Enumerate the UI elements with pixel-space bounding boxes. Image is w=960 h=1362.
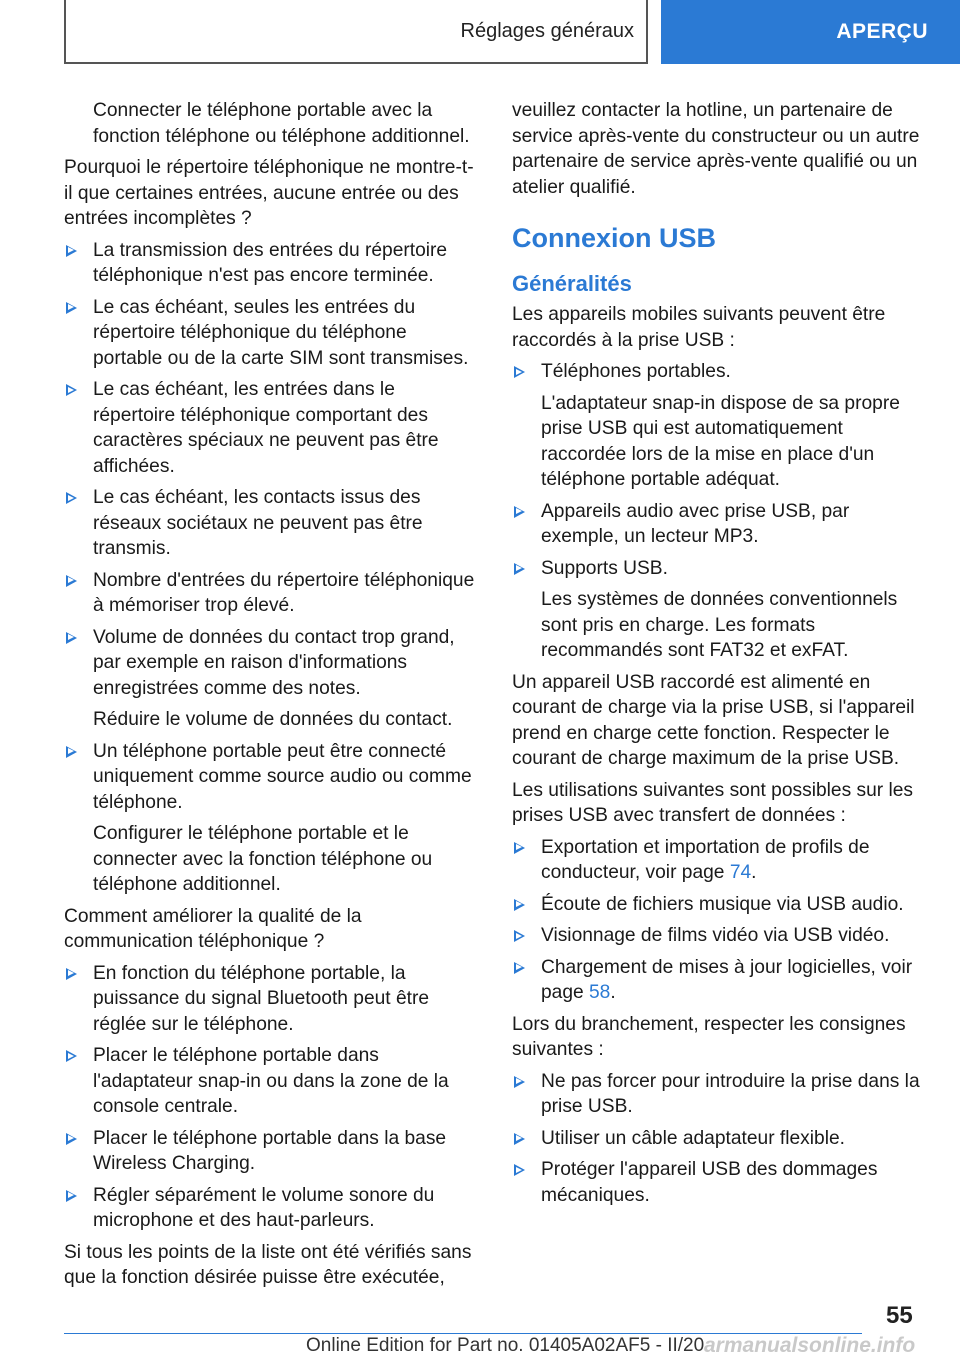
right-column bbox=[512, 98, 928, 1214]
list-item bbox=[64, 377, 480, 479]
list-item-text: Supports USB. bbox=[541, 557, 668, 579]
section-heading: Connexion USB bbox=[512, 223, 717, 253]
list-item-text: Protéger l'appareil USB des dommages mécaniques. bbox=[541, 1159, 878, 1206]
paragraph: Lors du branchement, respecter les consignes suivantes : bbox=[512, 1013, 906, 1060]
list-item-text: Le cas échéant, les contacts issus des réseaux sociétaux ne peuvent pas être transmis. bbox=[93, 487, 423, 559]
list-item bbox=[64, 1183, 480, 1234]
list-item bbox=[512, 955, 928, 1006]
question: Pourquoi le répertoire téléphonique ne montre-t-il que certaines entrées, aucune entrée ou des entrées incomplètes ? bbox=[64, 157, 474, 229]
list-item-note: L'adaptateur snap-in dispose de sa propre prise USB qui est automatiquement raccordée lors de la mise en place d'un téléphone portable adéquat. bbox=[541, 392, 900, 490]
bullet-triangle-icon bbox=[66, 632, 77, 644]
list-item-note: Les systèmes de données conventionnels sont pris en charge. Les formats recommandés sont FAT32 et exFAT. bbox=[541, 589, 898, 661]
header-tab-apercu[interactable] bbox=[661, 0, 960, 64]
bullet-triangle-icon bbox=[66, 968, 77, 980]
list-item-text: Visionnage de films vidéo via USB vidéo. bbox=[541, 925, 890, 946]
list-item bbox=[64, 238, 480, 289]
list-item-text: Utiliser un câble adaptateur flexible. bbox=[541, 1127, 845, 1149]
list-item-text: Placer le téléphone portable dans la base Wireless Charging. bbox=[93, 1127, 447, 1174]
bullet-triangle-icon bbox=[514, 506, 525, 518]
subsection-heading: Généralités bbox=[512, 271, 632, 296]
watermark: armanualsonline.info bbox=[704, 1334, 916, 1357]
question: Comment améliorer la qualité de la communication téléphonique ? bbox=[64, 905, 362, 952]
bullet-triangle-icon bbox=[66, 1133, 77, 1145]
list-item-text: Chargement de mises à jour logicielles, voir page bbox=[541, 956, 913, 1003]
list-item bbox=[64, 1126, 480, 1177]
list-item-text: Un téléphone portable peut être connecté uniquement comme source audio ou comme téléphone. bbox=[93, 740, 472, 813]
list-item-text: . bbox=[610, 982, 616, 1003]
paragraph: veuillez contacter la hotline, un partenaire de service après-vente du constructeur ou un autre partenaire de service après-vente qualifié ou un atelier qualifié. bbox=[512, 100, 920, 198]
list-item bbox=[64, 295, 480, 372]
paragraph: Un appareil USB raccordé est alimenté en courant de charge via la prise USB, si l'appareil prend en charge cette fonction. Respecter le courant de charge maximum de la prise USB. bbox=[512, 671, 915, 769]
list-item-text: Téléphones portables. bbox=[541, 361, 731, 382]
bullet-triangle-icon bbox=[66, 746, 77, 758]
list-item-text: Nombre d'entrées du répertoire téléphonique à mémoriser trop élevé. bbox=[93, 569, 475, 616]
list-item-text: Placer le téléphone portable dans l'adaptateur snap-in ou dans la zone de la console centrale. bbox=[93, 1045, 449, 1117]
list-item-text: Appareils audio avec prise USB, par exemple, un lecteur MP3. bbox=[541, 500, 850, 547]
list-item bbox=[64, 739, 480, 816]
bullet-triangle-icon bbox=[514, 1164, 525, 1176]
list-item bbox=[64, 1043, 480, 1120]
header-section bbox=[64, 0, 648, 64]
paragraph: Connecter le téléphone portable avec la fonction téléphone ou téléphone additionnel. bbox=[93, 100, 470, 147]
bullet-triangle-icon bbox=[514, 962, 525, 974]
list-item bbox=[512, 923, 928, 949]
page-link-58[interactable]: 58 bbox=[589, 982, 611, 1003]
paragraph: Si tous les points de la liste ont été vérifiés sans que la fonction désirée puisse être exécutée, bbox=[64, 1241, 472, 1288]
list-item-text: En fonction du téléphone portable, la puissance du signal Bluetooth peut être réglée sur le téléphone. bbox=[93, 962, 430, 1035]
bullet-triangle-icon bbox=[514, 842, 525, 854]
list-item bbox=[512, 892, 928, 918]
bullet-triangle-icon bbox=[66, 1190, 77, 1202]
list-item bbox=[64, 568, 480, 619]
bullet-triangle-icon bbox=[514, 366, 525, 378]
list-item-text: La transmission des entrées du répertoire téléphonique n'est pas encore terminée. bbox=[93, 239, 448, 286]
list-item-text: Ne pas forcer pour introduire la prise dans la prise USB. bbox=[541, 1070, 920, 1117]
list-item-text: Écoute de fichiers musique via USB audio. bbox=[541, 893, 904, 915]
paragraph: Les utilisations suivantes sont possibles sur les prises USB avec transfert de données : bbox=[512, 779, 914, 826]
list-item-text: Le cas échéant, les entrées dans le répertoire téléphonique comportant des caractères spéciaux ne peuvent pas être affichées. bbox=[93, 379, 439, 477]
bullet-triangle-icon bbox=[514, 1076, 525, 1088]
list-item-note: Configurer le téléphone portable et le connecter avec la fonction téléphone ou téléphone additionnel. bbox=[93, 823, 433, 895]
footer-edition: Online Edition for Part no. 01405A02AF5 - II/20 bbox=[306, 1335, 705, 1356]
list-item bbox=[512, 835, 928, 886]
bullet-triangle-icon bbox=[66, 492, 77, 504]
bullet-triangle-icon bbox=[514, 1133, 525, 1145]
paragraph: Les appareils mobiles suivants peuvent être raccordés à la prise USB : bbox=[512, 304, 886, 351]
bullet-triangle-icon bbox=[66, 245, 77, 257]
list-item bbox=[512, 1069, 928, 1120]
bullet-triangle-icon bbox=[514, 563, 525, 575]
bullet-triangle-icon bbox=[66, 302, 77, 314]
list-item-text: Le cas échéant, seules les entrées du répertoire téléphonique du téléphone portable ou de la carte SIM sont transmises. bbox=[93, 296, 469, 369]
bullet-triangle-icon bbox=[514, 930, 525, 942]
header-tab-label: APERÇU bbox=[836, 20, 928, 43]
header-section-title: Réglages généraux bbox=[460, 19, 634, 42]
list-item bbox=[64, 485, 480, 562]
left-column bbox=[64, 98, 480, 1297]
list-item bbox=[512, 556, 928, 582]
list-item bbox=[64, 625, 480, 702]
list-item-text: Volume de données du contact trop grand, par exemple en raison d'informations enregistrées comme des notes. bbox=[93, 626, 455, 699]
page-number: 55 bbox=[886, 1302, 913, 1329]
list-item bbox=[512, 1157, 928, 1208]
page-link-74[interactable]: 74 bbox=[729, 862, 752, 883]
list-item-text: . bbox=[751, 862, 757, 883]
list-item bbox=[64, 961, 480, 1038]
list-item bbox=[512, 1126, 928, 1152]
bullet-triangle-icon bbox=[66, 1050, 77, 1062]
list-item-note: Réduire le volume de données du contact. bbox=[93, 709, 453, 730]
bullet-triangle-icon bbox=[66, 384, 77, 396]
bullet-triangle-icon bbox=[514, 899, 525, 911]
list-item-text: Régler séparément le volume sonore du microphone et des haut-parleurs. bbox=[93, 1184, 435, 1231]
list-item bbox=[512, 499, 928, 550]
list-item bbox=[512, 359, 928, 385]
bullet-triangle-icon bbox=[66, 575, 77, 587]
list-item-text: Exportation et importation de profils de conducteur, voir page bbox=[541, 836, 870, 883]
